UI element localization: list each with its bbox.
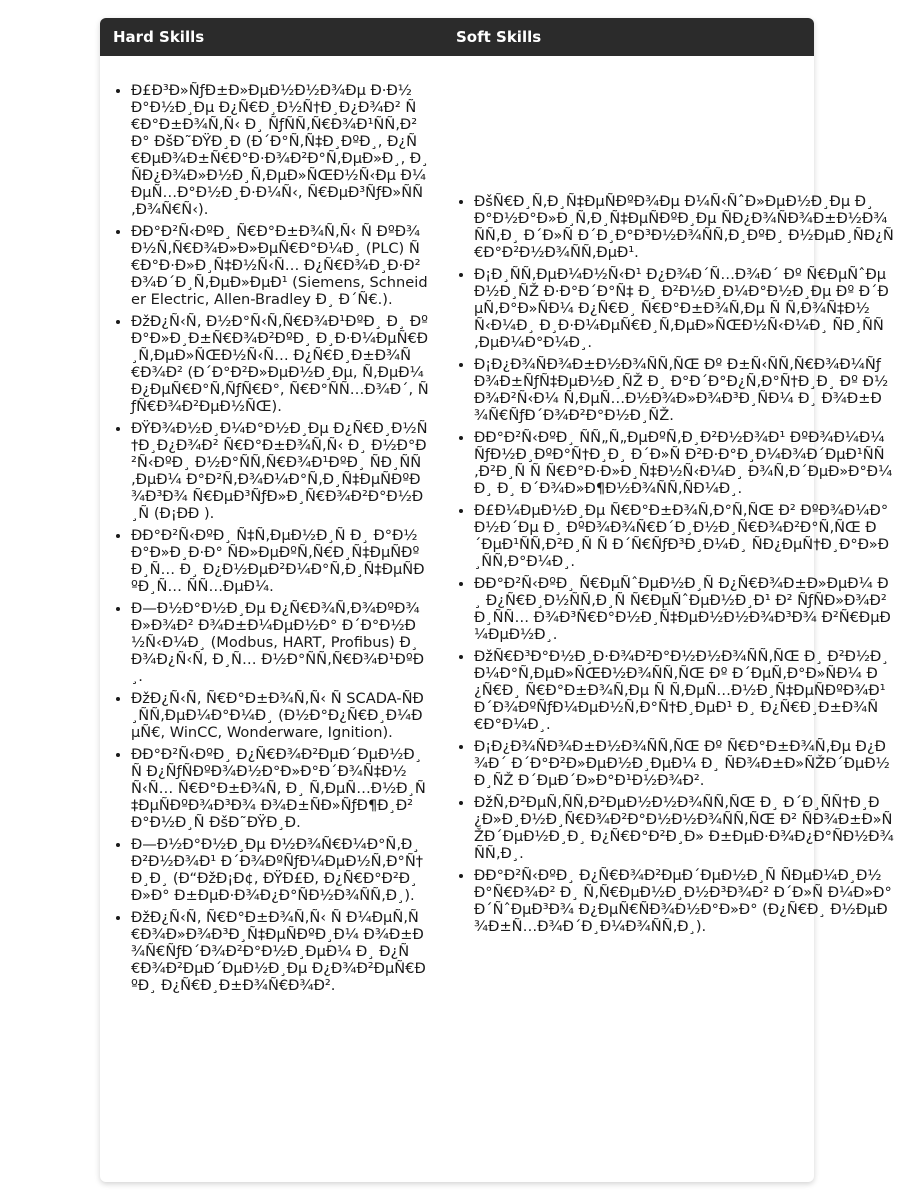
list-item: • ÐžÑ€Ð³Ð°Ð½Ð¸Ð·Ð¾Ð²Ð°Ð½Ð½Ð¾ÑÑ‚ÑŒ Ð¸ Ð²Ð½Ð¸Ð¼Ð°Ñ‚ÐµÐ»ÑŒÐ½Ð¾ÑÑ‚ÑŒ Ðº Ð´ÐµÑ‚Ð°Ð»ÑÐ¼ Ð¿Ñ€Ð¸ Ñ€Ð°Ð±Ð¾Ñ‚Ðµ Ñ Ñ‚ÐµÑ…Ð½Ð¸Ñ‡ÐµÑÐºÐ¾Ð¹ Ð´Ð¾ÐºÑƒÐ¼ÐµÐ½Ñ‚Ð°Ñ†Ð¸ÐµÐ¹ Ð¸ Ð¿Ñ€Ð¸Ð±Ð¾Ñ€Ð°Ð¼Ð¸. <box>474 648 894 733</box>
list-item: • Ð¡Ð¸ÑÑ‚ÐµÐ¼Ð½Ñ‹Ð¹ Ð¿Ð¾Ð´Ñ…Ð¾Ð´ Ðº Ñ€ÐµÑˆÐµÐ½Ð¸ÑŽ Ð·Ð°Ð´Ð°Ñ‡ Ð¸ Ð²Ð½Ð¸Ð¼Ð°Ð½Ð¸Ðµ Ðº Ð´ÐµÑ‚Ð°Ð»ÑÐ¼ Ð¿Ñ€Ð¸ Ñ€Ð°Ð±Ð¾Ñ‚Ðµ Ñ Ñ‚Ð¾Ñ‡Ð½Ñ‹Ð¼Ð¸ Ð¸Ð·Ð¼ÐµÑ€Ð¸Ñ‚ÐµÐ»ÑŒÐ½Ñ‹Ð¼Ð¸ ÑÐ¸ÑÑ‚ÐµÐ¼Ð°Ð¼Ð¸. <box>474 266 894 351</box>
hard-skills-list <box>100 82 429 999</box>
list-item: • ÐšÑ€Ð¸Ñ‚Ð¸Ñ‡ÐµÑÐºÐ¾Ðµ Ð¼Ñ‹ÑˆÐ»ÐµÐ½Ð¸Ðµ Ð¸ Ð°Ð½Ð°Ð»Ð¸Ñ‚Ð¸Ñ‡ÐµÑÐºÐ¸Ðµ ÑÐ¿Ð¾ÑÐ¾Ð±Ð½Ð¾ÑÑ‚Ð¸ Ð´Ð»Ñ Ð´Ð¸Ð°Ð³Ð½Ð¾ÑÑ‚Ð¸ÐºÐ¸ Ð½ÐµÐ¸ÑÐ¿Ñ€Ð°Ð²Ð½Ð¾ÑÑ‚ÐµÐ¹. <box>474 193 894 261</box>
table-header <box>100 18 814 56</box>
list-item: • Ð¡Ð¿Ð¾ÑÐ¾Ð±Ð½Ð¾ÑÑ‚ÑŒ Ðº Ð±Ñ‹ÑÑ‚Ñ€Ð¾Ð¼Ñƒ Ð¾Ð±ÑƒÑ‡ÐµÐ½Ð¸ÑŽ Ð¸ Ð°Ð´Ð°Ð¿Ñ‚Ð°Ñ†Ð¸Ð¸ Ðº Ð½Ð¾Ð²Ñ‹Ð¼ Ñ‚ÐµÑ…Ð½Ð¾Ð»Ð¾Ð³Ð¸ÑÐ¼ Ð¸ Ð¾Ð±Ð¾Ñ€ÑƒÐ´Ð¾Ð²Ð°Ð½Ð¸ÑŽ. <box>474 356 894 424</box>
list-item: • ÐžÐ¿Ñ‹Ñ‚ Ñ€Ð°Ð±Ð¾Ñ‚Ñ‹ Ñ SCADA-ÑÐ¸ÑÑ‚ÐµÐ¼Ð°Ð¼Ð¸ (Ð½Ð°Ð¿Ñ€Ð¸Ð¼ÐµÑ€, WinCC, Wonderware, Ignition). <box>131 690 429 741</box>
list-item: • ÐÐ°Ð²Ñ‹ÐºÐ¸ ÑÑ„Ñ„ÐµÐºÑ‚Ð¸Ð²Ð½Ð¾Ð¹ ÐºÐ¾Ð¼Ð¼ÑƒÐ½Ð¸ÐºÐ°Ñ†Ð¸Ð¸ Ð´Ð»Ñ Ð²Ð·Ð°Ð¸Ð¼Ð¾Ð´ÐµÐ¹ÑÑ‚Ð²Ð¸Ñ Ñ Ñ€Ð°Ð·Ð»Ð¸Ñ‡Ð½Ñ‹Ð¼Ð¸ Ð¾Ñ‚Ð´ÐµÐ»Ð°Ð¼Ð¸ Ð¸ Ð´Ð¾Ð»Ð¶Ð½Ð¾ÑÑ‚ÑÐ¼Ð¸. <box>474 429 894 497</box>
list-item: • ÐÐ°Ð²Ñ‹ÐºÐ¸ Ñ€ÐµÑˆÐµÐ½Ð¸Ñ Ð¿Ñ€Ð¾Ð±Ð»ÐµÐ¼ Ð¸ Ð¿Ñ€Ð¸Ð½ÑÑ‚Ð¸Ñ Ñ€ÐµÑˆÐµÐ½Ð¸Ð¹ Ð² ÑƒÑÐ»Ð¾Ð²Ð¸ÑÑ… Ð¾Ð³Ñ€Ð°Ð½Ð¸Ñ‡ÐµÐ½Ð½Ð¾Ð³Ð¾ Ð²Ñ€ÐµÐ¼ÐµÐ½Ð¸. <box>474 575 894 643</box>
list-item: • ÐžÐ¿Ñ‹Ñ‚ Ñ€Ð°Ð±Ð¾Ñ‚Ñ‹ Ñ Ð¼ÐµÑ‚Ñ€Ð¾Ð»Ð¾Ð³Ð¸Ñ‡ÐµÑÐºÐ¸Ð¼ Ð¾Ð±Ð¾Ñ€ÑƒÐ´Ð¾Ð²Ð°Ð½Ð¸ÐµÐ¼ Ð¸ Ð¿Ñ€Ð¾Ð²ÐµÐ´ÐµÐ½Ð¸Ðµ Ð¿Ð¾Ð²ÐµÑ€ÐºÐ¸ Ð¿Ñ€Ð¸Ð±Ð¾Ñ€Ð¾Ð². <box>131 909 429 994</box>
list-item: • Ð£Ð¼ÐµÐ½Ð¸Ðµ Ñ€Ð°Ð±Ð¾Ñ‚Ð°Ñ‚ÑŒ Ð² ÐºÐ¾Ð¼Ð°Ð½Ð´Ðµ Ð¸ ÐºÐ¾Ð¾Ñ€Ð´Ð¸Ð½Ð¸Ñ€Ð¾Ð²Ð°Ñ‚ÑŒ Ð´ÐµÐ¹ÑÑ‚Ð²Ð¸Ñ Ñ Ð´Ñ€ÑƒÐ³Ð¸Ð¼Ð¸ ÑÐ¿ÐµÑ†Ð¸Ð°Ð»Ð¸ÑÑ‚Ð°Ð¼Ð¸. <box>474 502 894 570</box>
list-item: • Ð¡Ð¿Ð¾ÑÐ¾Ð±Ð½Ð¾ÑÑ‚ÑŒ Ðº Ñ€Ð°Ð±Ð¾Ñ‚Ðµ Ð¿Ð¾Ð´ Ð´Ð°Ð²Ð»ÐµÐ½Ð¸ÐµÐ¼ Ð¸ ÑÐ¾Ð±Ð»ÑŽÐ´ÐµÐ½Ð¸ÑŽ Ð´ÐµÐ´Ð»Ð°Ð¹Ð½Ð¾Ð². <box>474 738 894 789</box>
list-item: • ÐÐ°Ð²Ñ‹ÐºÐ¸ Ñ€Ð°Ð±Ð¾Ñ‚Ñ‹ Ñ ÐºÐ¾Ð½Ñ‚Ñ€Ð¾Ð»Ð»ÐµÑ€Ð°Ð¼Ð¸ (PLC) Ñ€Ð°Ð·Ð»Ð¸Ñ‡Ð½Ñ‹Ñ… Ð¿Ñ€Ð¾Ð¸Ð·Ð²Ð¾Ð´Ð¸Ñ‚ÐµÐ»ÐµÐ¹ (Siemens, Schneider Electric, Allen-Bradley Ð¸ Ð´Ñ€.). <box>131 223 429 308</box>
list-item: • ÐžÐ¿Ñ‹Ñ‚ Ð½Ð°Ñ‹Ñ‚Ñ€Ð¾Ð¹ÐºÐ¸ Ð¸ ÐºÐ°Ð»Ð¸Ð±Ñ€Ð¾Ð²ÐºÐ¸ Ð¸Ð·Ð¼ÐµÑ€Ð¸Ñ‚ÐµÐ»ÑŒÐ½Ñ‹Ñ… Ð¿Ñ€Ð¸Ð±Ð¾Ñ€Ð¾Ð² (Ð´Ð°Ð²Ð»ÐµÐ½Ð¸Ðµ, Ñ‚ÐµÐ¼Ð¿ÐµÑ€Ð°Ñ‚ÑƒÑ€Ð°, Ñ€Ð°ÑÑ…Ð¾Ð´, ÑƒÑ€Ð¾Ð²ÐµÐ½ÑŒ). <box>131 313 429 415</box>
soft-skills-list <box>443 193 894 940</box>
soft-skills-header: Soft Skills <box>456 28 542 46</box>
list-item: • ÐŸÐ¾Ð½Ð¸Ð¼Ð°Ð½Ð¸Ðµ Ð¿Ñ€Ð¸Ð½Ñ†Ð¸Ð¿Ð¾Ð² Ñ€Ð°Ð±Ð¾Ñ‚Ñ‹ Ð¸ Ð½Ð°Ð²Ñ‹ÐºÐ¸ Ð½Ð°ÑÑ‚Ñ€Ð¾Ð¹ÐºÐ¸ ÑÐ¸ÑÑ‚ÐµÐ¼ Ð°Ð²Ñ‚Ð¾Ð¼Ð°Ñ‚Ð¸Ñ‡ÐµÑÐºÐ¾Ð³Ð¾ Ñ€ÐµÐ³ÑƒÐ»Ð¸Ñ€Ð¾Ð²Ð°Ð½Ð¸Ñ (Ð¡ÐÐ ). <box>131 420 429 522</box>
list-item: • Ð—Ð½Ð°Ð½Ð¸Ðµ Ð½Ð¾Ñ€Ð¼Ð°Ñ‚Ð¸Ð²Ð½Ð¾Ð¹ Ð´Ð¾ÐºÑƒÐ¼ÐµÐ½Ñ‚Ð°Ñ†Ð¸Ð¸ (Ð“ÐžÐ¡Ð¢, ÐŸÐ£Ð, Ð¿Ñ€Ð°Ð²Ð¸Ð»Ð° Ð±ÐµÐ·Ð¾Ð¿Ð°ÑÐ½Ð¾ÑÑ‚Ð¸). <box>131 836 429 904</box>
list-item: • ÐžÑ‚Ð²ÐµÑ‚ÑÑ‚Ð²ÐµÐ½Ð½Ð¾ÑÑ‚ÑŒ Ð¸ Ð´Ð¸ÑÑ†Ð¸Ð¿Ð»Ð¸Ð½Ð¸Ñ€Ð¾Ð²Ð°Ð½Ð½Ð¾ÑÑ‚ÑŒ Ð² ÑÐ¾Ð±Ð»ÑŽÐ´ÐµÐ½Ð¸Ð¸ Ð¿Ñ€Ð°Ð²Ð¸Ð» Ð±ÐµÐ·Ð¾Ð¿Ð°ÑÐ½Ð¾ÑÑ‚Ð¸. <box>474 794 894 862</box>
list-item: • ÐÐ°Ð²Ñ‹ÐºÐ¸ Ñ‡Ñ‚ÐµÐ½Ð¸Ñ Ð¸ Ð°Ð½Ð°Ð»Ð¸Ð·Ð° ÑÐ»ÐµÐºÑ‚Ñ€Ð¸Ñ‡ÐµÑÐºÐ¸Ñ… Ð¸ Ð¿Ð½ÐµÐ²Ð¼Ð°Ñ‚Ð¸Ñ‡ÐµÑÐºÐ¸Ñ… ÑÑ…ÐµÐ¼. <box>131 527 429 595</box>
list-item: • ÐÐ°Ð²Ñ‹ÐºÐ¸ Ð¿Ñ€Ð¾Ð²ÐµÐ´ÐµÐ½Ð¸Ñ Ð¿ÑƒÑÐºÐ¾Ð½Ð°Ð»Ð°Ð´Ð¾Ñ‡Ð½Ñ‹Ñ… Ñ€Ð°Ð±Ð¾Ñ‚ Ð¸ Ñ‚ÐµÑ…Ð½Ð¸Ñ‡ÐµÑÐºÐ¾Ð³Ð¾ Ð¾Ð±ÑÐ»ÑƒÐ¶Ð¸Ð²Ð°Ð½Ð¸Ñ ÐšÐ˜ÐŸÐ¸Ð. <box>131 746 429 831</box>
hard-skills-header: Hard Skills <box>113 28 205 46</box>
list-item: • Ð—Ð½Ð°Ð½Ð¸Ðµ Ð¿Ñ€Ð¾Ñ‚Ð¾ÐºÐ¾Ð»Ð¾Ð² Ð¾Ð±Ð¼ÐµÐ½Ð° Ð´Ð°Ð½Ð½Ñ‹Ð¼Ð¸ (Modbus, HART, Profibus) Ð¸ Ð¾Ð¿Ñ‹Ñ‚ Ð¸Ñ… Ð½Ð°ÑÑ‚Ñ€Ð¾Ð¹ÐºÐ¸. <box>131 600 429 685</box>
list-item: • ÐÐ°Ð²Ñ‹ÐºÐ¸ Ð¿Ñ€Ð¾Ð²ÐµÐ´ÐµÐ½Ð¸Ñ ÑÐµÐ¼Ð¸Ð½Ð°Ñ€Ð¾Ð² Ð¸ Ñ‚Ñ€ÐµÐ½Ð¸Ð½Ð³Ð¾Ð² Ð´Ð»Ñ Ð¼Ð»Ð°Ð´ÑˆÐµÐ³Ð¾ Ð¿ÐµÑ€ÑÐ¾Ð½Ð°Ð»Ð° (Ð¿Ñ€Ð¸ Ð½ÐµÐ¾Ð±Ñ…Ð¾Ð´Ð¸Ð¼Ð¾ÑÑ‚Ð¸). <box>474 867 894 935</box>
skills-table <box>100 18 894 1182</box>
list-item: • Ð£Ð³Ð»ÑƒÐ±Ð»ÐµÐ½Ð½Ð¾Ðµ Ð·Ð½Ð°Ð½Ð¸Ðµ Ð¿Ñ€Ð¸Ð½Ñ†Ð¸Ð¿Ð¾Ð² Ñ€Ð°Ð±Ð¾Ñ‚Ñ‹ Ð¸ ÑƒÑÑ‚Ñ€Ð¾Ð¹ÑÑ‚Ð²Ð° ÐšÐ˜ÐŸÐ¸Ð (Ð´Ð°Ñ‚Ñ‡Ð¸ÐºÐ¸, Ð¿Ñ€ÐµÐ¾Ð±Ñ€Ð°Ð·Ð¾Ð²Ð°Ñ‚ÐµÐ»Ð¸, Ð¸ÑÐ¿Ð¾Ð»Ð½Ð¸Ñ‚ÐµÐ»ÑŒÐ½Ñ‹Ðµ Ð¼ÐµÑ…Ð°Ð½Ð¸Ð·Ð¼Ñ‹, Ñ€ÐµÐ³ÑƒÐ»ÑÑ‚Ð¾Ñ€Ñ‹). <box>131 82 429 218</box>
